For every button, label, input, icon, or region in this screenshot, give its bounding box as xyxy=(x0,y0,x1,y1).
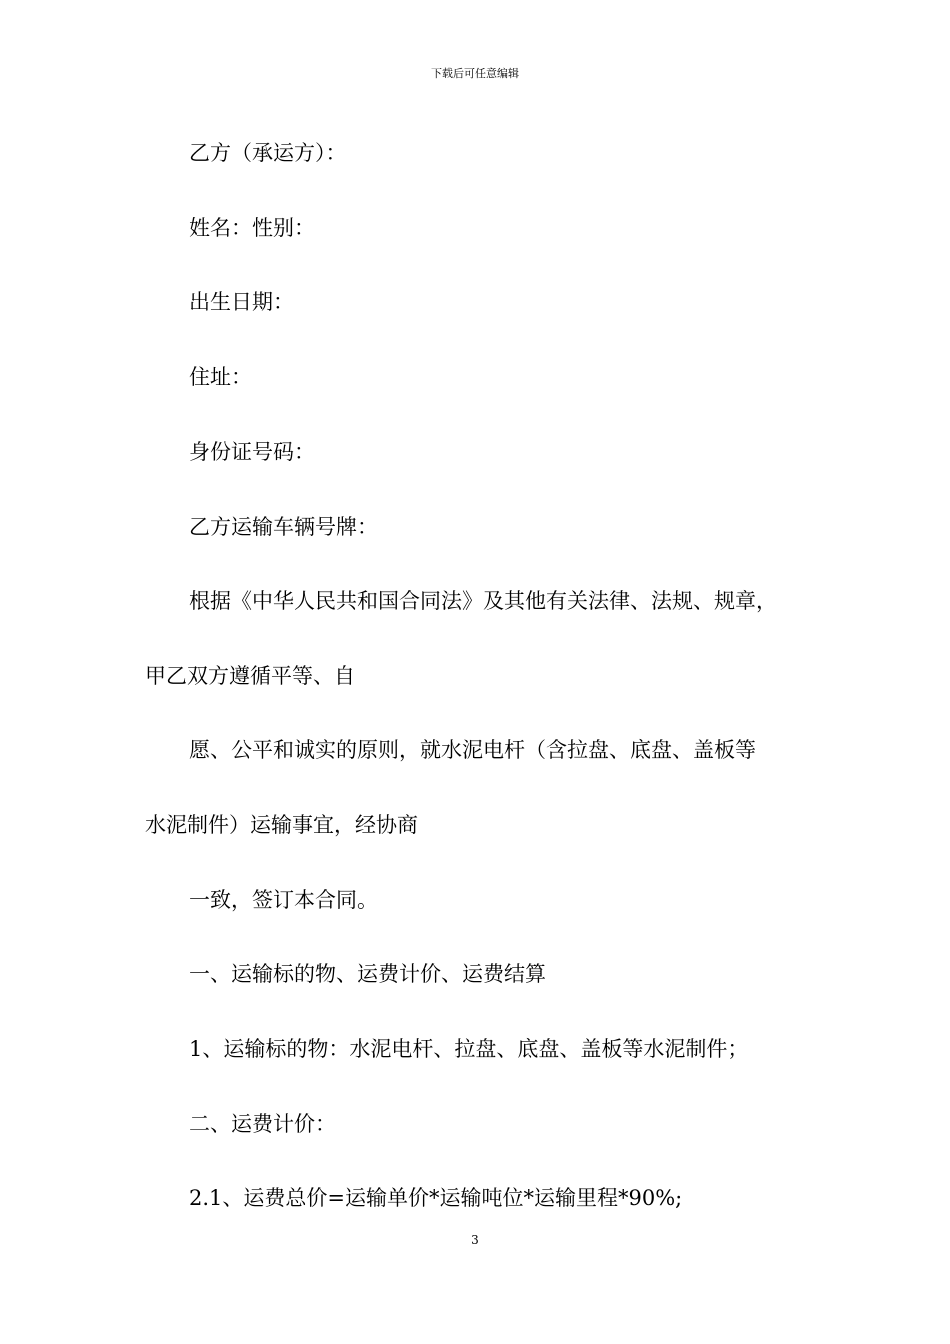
preamble-line-1: 根据《中华人民共和国合同法》及其他有关法律、法规、规章， xyxy=(189,589,777,613)
name-gender-line: 姓名：性别： xyxy=(189,216,315,240)
preamble-line-5: 一致，签订本合同。 xyxy=(189,888,378,912)
page-header: 下载后可任意编辑 xyxy=(431,67,519,80)
preamble-line-3: 愿、公平和诚实的原则，就水泥电杆（含拉盘、底盘、盖板等 xyxy=(189,738,756,762)
address-line: 住址： xyxy=(189,365,252,389)
page-number: 3 xyxy=(471,1233,479,1247)
preamble-line-4: 水泥制件）运输事宜，经协商 xyxy=(145,813,418,837)
id-number-line: 身份证号码： xyxy=(189,440,315,464)
preamble-line-2: 甲乙双方遵循平等、自 xyxy=(145,664,355,688)
party-b-heading: 乙方（承运方）： xyxy=(189,141,347,165)
vehicle-plate-line: 乙方运输车辆号牌： xyxy=(189,515,378,539)
clause-2-1-line: 2.1、运费总价=运输单价*运输吨位*运输里程*90%; xyxy=(189,1186,683,1210)
birth-date-line: 出生日期： xyxy=(189,290,294,314)
clause-1-line: 1、运输标的物：水泥电杆、拉盘、底盘、盖板等水泥制件； xyxy=(189,1037,749,1061)
section-1-heading: 一、运输标的物、运费计价、运费结算 xyxy=(189,962,546,986)
section-2-heading: 二、运费计价： xyxy=(189,1112,336,1136)
